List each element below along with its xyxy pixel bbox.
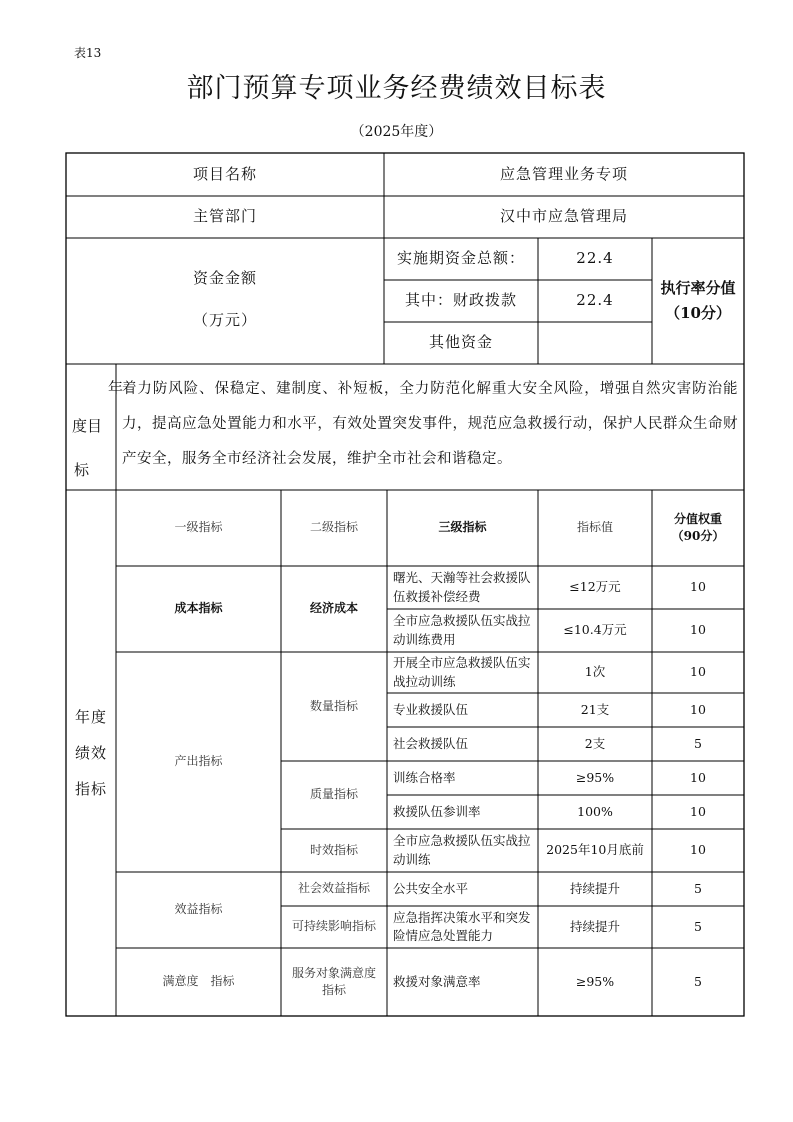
annual-goal-label-line3: 标 — [74, 461, 90, 479]
indicator-weight-1: 10 — [690, 579, 706, 595]
indicator-weight-10: 5 — [694, 918, 702, 934]
indicator-name-5: 社会救援队伍 — [393, 735, 469, 751]
indicator-weight-8: 10 — [690, 842, 706, 858]
indicator-name-10: 应急指挥决策水平和突发险情应急处置能力 — [393, 909, 531, 943]
total-fund-label: 实施期资金总额： — [396, 249, 525, 268]
indicator-value-8: 2025年10月底前 — [546, 842, 644, 858]
indicator-weight-6: 10 — [690, 769, 706, 785]
project-name-value: 应急管理业务专项 — [499, 164, 628, 183]
fund-unit: （万元） — [192, 311, 257, 330]
indicator-name-8: 全市应急救援队伍实战拉动训练 — [393, 833, 531, 867]
other-fund-label: 其他资金 — [428, 333, 493, 352]
indicator-value-2: ≤10.4万元 — [563, 622, 627, 638]
dept-label: 主管部门 — [192, 207, 257, 226]
group-timeliness: 时效指标 — [309, 842, 358, 857]
annual-goal-label — [66, 364, 124, 490]
dept-value: 汉中市应急管理局 — [499, 207, 628, 226]
group-social-benefit: 社会效益指标 — [297, 881, 370, 896]
indicator-name-1: 曙光、天瀚等社会救援队伍救援补偿经费 — [393, 570, 531, 604]
fiscal-fund-value: 22.4 — [576, 291, 614, 310]
header-value: 指标值 — [576, 520, 613, 535]
group-benefit: 效益指标 — [174, 902, 223, 917]
indicator-value-1: ≤12万元 — [569, 579, 621, 595]
indicator-name-7: 救援队伍参训率 — [393, 803, 481, 819]
year-subtitle: （2025年度） — [350, 124, 443, 140]
fund-label: 资金金额 — [192, 269, 257, 288]
indicator-weight-7: 10 — [690, 803, 706, 819]
indicators-side-label: 年度绩效指标 — [75, 708, 108, 798]
indicator-name-9: 公共安全水平 — [393, 880, 469, 896]
indicator-name-4: 专业救援队伍 — [393, 701, 469, 717]
indicator-name-6: 训练合格率 — [393, 769, 456, 785]
group-satisfaction: 满意度 指标 — [162, 974, 235, 989]
group-output: 产出指标 — [174, 754, 223, 769]
group-sustain: 可持续影响指标 — [291, 919, 376, 934]
project-name-label: 项目名称 — [192, 164, 257, 183]
table-number: 表13 — [74, 46, 102, 60]
group-quantity: 数量指标 — [309, 698, 358, 713]
header-level2: 二级指标 — [309, 520, 358, 535]
indicator-name-11: 救援对象满意率 — [393, 973, 481, 989]
header-level3: 三级指标 — [438, 520, 487, 535]
indicator-value-9: 持续提升 — [569, 880, 620, 896]
execution-score-label: 执行率分值（10分） — [660, 278, 736, 322]
other-fund-value — [538, 322, 652, 364]
header-level1: 一级指标 — [174, 520, 223, 535]
page-title: 部门预算专项业务经费绩效目标表 — [186, 73, 607, 104]
annual-goal-label-line2: 度目 — [72, 417, 103, 435]
indicator-value-7: 100% — [577, 803, 613, 819]
indicator-value-4: 21支 — [580, 701, 610, 717]
indicator-value-6: ≥95% — [575, 769, 615, 785]
header-weight: 分值权重（90分） — [671, 511, 725, 543]
group-quality: 质量指标 — [309, 787, 358, 802]
annual-goal-text: 着力防风险、保稳定、建制度、补短板，全力防范化解重大安全风险，增强自然灾害防治能力，提高应急处置能力和水平，有效处置突发事件，规范应急救援行动，保护人民群众生命财产安全，服务全市经济社会发展，维护全市社会和谐稳定。 — [122, 381, 738, 467]
group-service-satisfaction: 服务对象满意度指标 — [291, 965, 376, 997]
indicator-value-3: 1次 — [584, 664, 606, 680]
indicator-value-11: ≥95% — [575, 973, 615, 989]
indicator-weight-11: 5 — [694, 973, 702, 989]
fiscal-fund-label: 其中：财政拨款 — [404, 291, 517, 310]
group-cost: 成本指标 — [174, 601, 223, 616]
total-fund-value: 22.4 — [576, 249, 614, 268]
group-econ-cost: 经济成本 — [309, 601, 358, 616]
annual-goal-label-line1: 年 — [108, 379, 124, 397]
indicator-weight-3: 10 — [690, 664, 706, 680]
indicator-weight-2: 10 — [690, 622, 706, 638]
indicator-weight-9: 5 — [694, 880, 702, 896]
indicator-value-5: 2支 — [584, 735, 606, 751]
indicator-name-3: 开展全市应急救援队伍实战拉动训练 — [393, 655, 531, 689]
indicator-weight-4: 10 — [690, 701, 706, 717]
indicator-name-2: 全市应急救援队伍实战拉动训练费用 — [393, 613, 531, 647]
indicator-weight-5: 5 — [694, 735, 702, 751]
indicator-value-10: 持续提升 — [569, 918, 620, 934]
